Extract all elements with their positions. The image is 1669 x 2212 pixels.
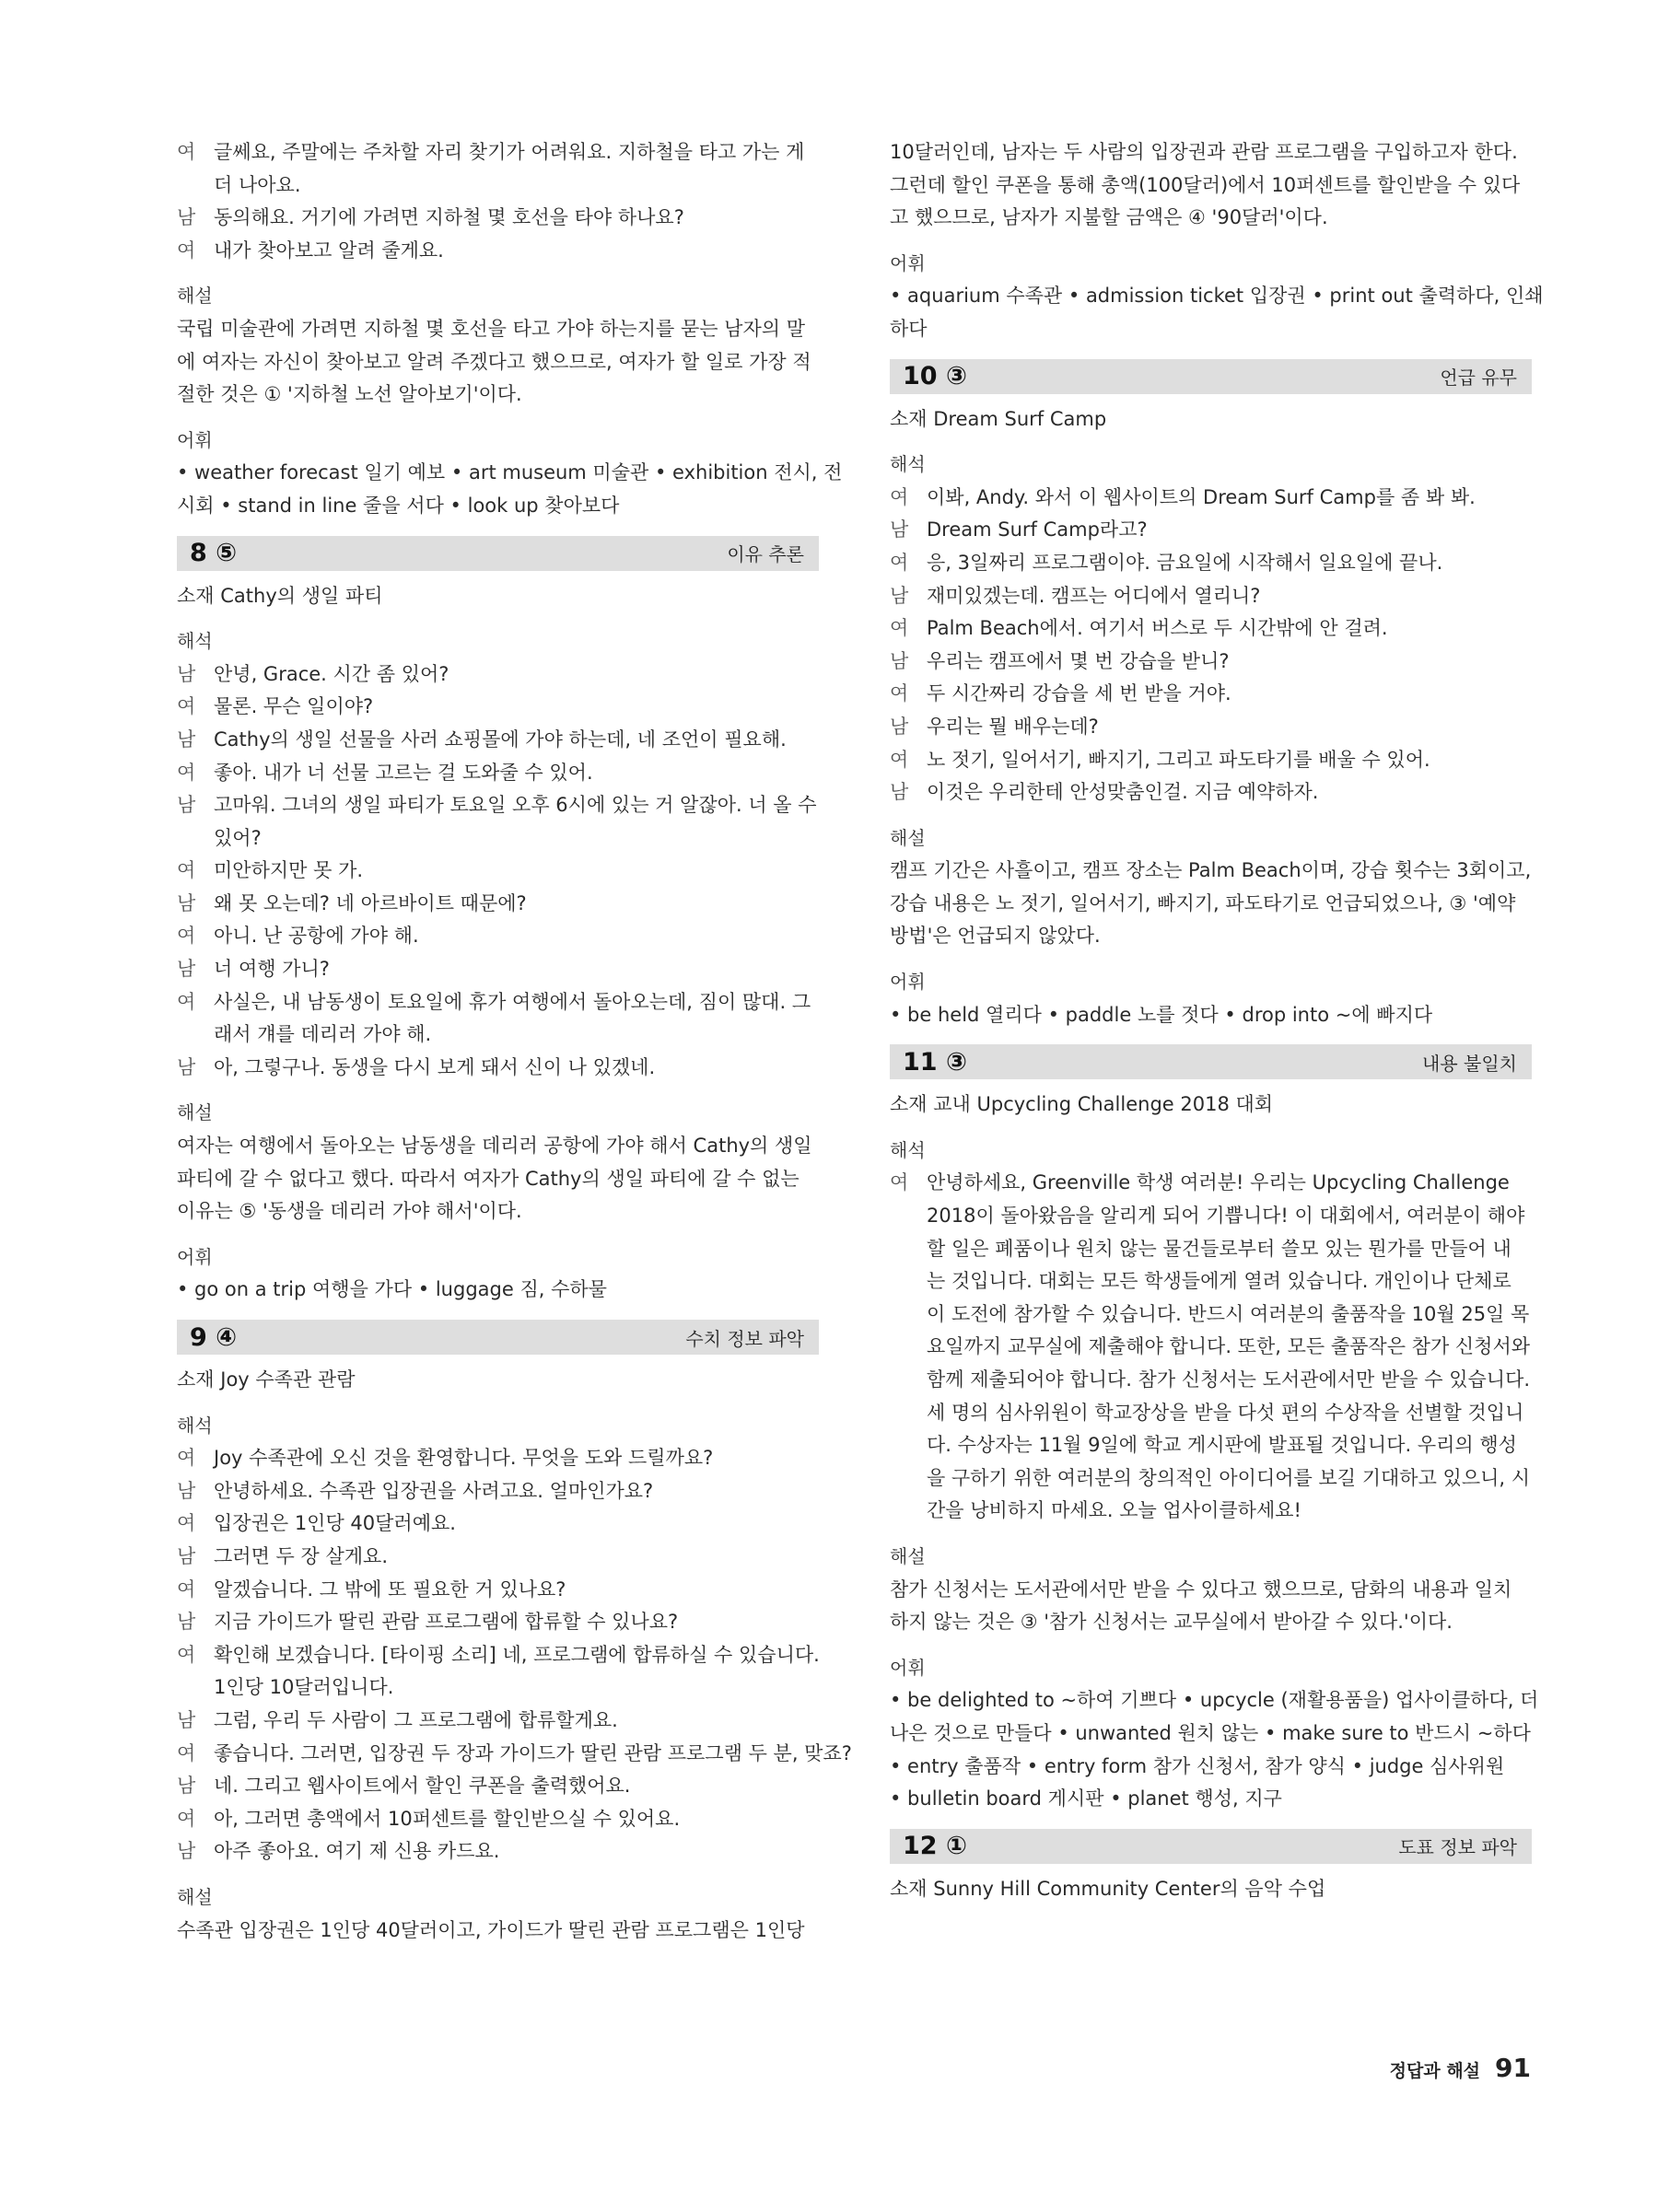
dialog-line bbox=[890, 1200, 1532, 1233]
dialog-line bbox=[890, 646, 1532, 679]
dialog-line bbox=[890, 744, 1532, 777]
dialog-text: 을 구하기 위한 여러분의 창의적인 아이디어를 보길 기대하고 있으니, 시 bbox=[927, 1466, 1531, 1489]
page-number: 91 bbox=[1495, 2053, 1531, 2083]
dialog-text: 안녕하세요. 수족관 입장권을 사려고요. 얼마인가요? bbox=[214, 1479, 654, 1502]
q11-explanation-heading: 해설 bbox=[890, 1544, 926, 1567]
dialog-line bbox=[177, 136, 819, 169]
speaker-label: 남 bbox=[890, 715, 909, 738]
dialog-text: 우리는 뭘 배우는데? bbox=[927, 715, 1099, 738]
speaker-label: 남 bbox=[177, 1479, 196, 1502]
explanation-line: 10달러인데, 남자는 두 사람의 입장권과 관람 프로그램을 구입하고자 한다. bbox=[890, 141, 1518, 163]
q10-number: 10 ③ bbox=[903, 362, 967, 391]
speaker-label: 남 bbox=[177, 1544, 196, 1567]
dialog-line bbox=[177, 235, 819, 268]
dialog-text: 있어? bbox=[214, 826, 262, 849]
q8-topic: 소재 Cathy의 생일 파티 bbox=[177, 584, 383, 607]
speaker-label bbox=[177, 169, 214, 203]
dialog-line bbox=[177, 1508, 819, 1541]
dialog-line bbox=[177, 1019, 819, 1052]
vocab-line: • weather forecast 일기 예보 • art museum 미술관 • exhibition 전시, 전 bbox=[177, 461, 843, 484]
dialog-text: 왜 못 오는데? 네 아르바이트 때문에? bbox=[214, 891, 527, 914]
speaker-label: 여 bbox=[890, 748, 909, 771]
dialog-line bbox=[890, 776, 1532, 809]
dialog-text: Joy 수족관에 오신 것을 환영합니다. 무엇을 도와 드릴까요? bbox=[214, 1447, 714, 1470]
dialog-line bbox=[177, 1574, 819, 1607]
speaker-label bbox=[177, 822, 214, 856]
speaker-label: 남 bbox=[177, 728, 196, 751]
section-header-q9 bbox=[177, 1320, 819, 1355]
dialog-text: 물론. 무슨 일이야? bbox=[214, 695, 374, 718]
q11-monologue bbox=[890, 1167, 1532, 1528]
explanation-line: 파티에 갈 수 없다고 했다. 따라서 여자가 Cathy의 생일 파티에 갈 수 없는 bbox=[177, 1167, 799, 1190]
speaker-label bbox=[890, 1495, 927, 1528]
dialog-text: 내가 찾아보고 알려 줄게요. bbox=[214, 239, 444, 262]
q10-translation-heading: 해석 bbox=[890, 453, 926, 476]
speaker-label: 여 bbox=[890, 485, 909, 508]
dialog-text: 글쎄요, 주말에는 주차할 자리 찾기가 어려워요. 지하철을 타고 가는 게 bbox=[214, 141, 805, 163]
explanation-line: 방법'은 언급되지 않았다. bbox=[890, 925, 1101, 948]
dialog-text: 두 시간짜리 강습을 세 번 받을 거야. bbox=[927, 682, 1231, 705]
speaker-label: 여 bbox=[177, 859, 196, 882]
dialog-line bbox=[177, 789, 819, 822]
dialog-text: 이봐, Andy. 와서 이 웹사이트의 Dream Surf Camp를 좀 봐 봐. bbox=[927, 485, 1476, 508]
dialog-text: 더 나아요. bbox=[214, 173, 301, 196]
vocab-line: • go on a trip 여행을 가다 • luggage 짐, 수하물 bbox=[177, 1278, 607, 1301]
dialog-text: 간을 낭비하지 마세요. 오늘 업사이클하세요! bbox=[927, 1499, 1301, 1522]
dialog-line bbox=[890, 580, 1532, 613]
dialog-line bbox=[177, 920, 819, 953]
speaker-label: 여 bbox=[177, 1447, 196, 1470]
page-footer bbox=[1390, 2053, 1531, 2083]
explanation-line: 절한 것은 ① '지하철 노선 알아보기'이다. bbox=[177, 383, 522, 406]
vocab-line: • entry 출품작 • entry form 참가 신청서, 참가 양식 • judge 심사위원 bbox=[890, 1754, 1505, 1777]
q12-number: 12 ① bbox=[903, 1832, 967, 1861]
dialog-text: 좋습니다. 그러면, 입장권 두 장과 가이드가 딸린 관람 프로그램 두 분, 맞죠? bbox=[214, 1741, 852, 1764]
explanation-line: 에 여자는 자신이 찾아보고 알려 주겠다고 했으므로, 여자가 할 일로 가장 적 bbox=[177, 350, 811, 373]
q9-vocab bbox=[890, 280, 1544, 345]
speaker-label: 남 bbox=[177, 1611, 196, 1634]
speaker-label: 남 bbox=[890, 649, 909, 672]
dialog-text: Cathy의 생일 선물을 사러 쇼핑몰에 가야 하는데, 네 조언이 필요해. bbox=[214, 728, 787, 751]
section-header-q10 bbox=[890, 359, 1532, 394]
speaker-label: 여 bbox=[177, 1512, 196, 1535]
dialog-text: 래서 걔를 데리러 가야 해. bbox=[214, 1023, 432, 1046]
speaker-label bbox=[177, 1671, 214, 1705]
speaker-label: 남 bbox=[177, 206, 196, 229]
speaker-label: 남 bbox=[177, 1775, 196, 1798]
dialog-text: 재미있겠는데. 캠프는 어디에서 열리니? bbox=[927, 584, 1261, 607]
dialog-line bbox=[890, 1495, 1532, 1528]
dialog-text: 세 명의 심사위원이 학교장상을 받을 다섯 편의 수상작을 선별할 것입니 bbox=[927, 1401, 1524, 1424]
section-header-q11 bbox=[890, 1044, 1532, 1079]
dialog-line bbox=[177, 757, 819, 790]
dialog-line bbox=[890, 547, 1532, 580]
vocab-line: 하다 bbox=[890, 317, 928, 340]
speaker-label: 여 bbox=[177, 990, 196, 1013]
dialog-text: 2018이 돌아왔음을 알리게 되어 기쁩니다! 이 대회에서, 여러분이 해야 bbox=[927, 1205, 1525, 1228]
q11-translation-heading: 해석 bbox=[890, 1138, 926, 1161]
q8-vocab-heading: 어휘 bbox=[177, 1245, 213, 1268]
speaker-label: 여 bbox=[177, 1643, 196, 1666]
dialog-text: 응, 3일짜리 프로그램이야. 금요일에 시작해서 일요일에 끝나. bbox=[927, 551, 1443, 574]
speaker-label: 여 bbox=[890, 617, 909, 640]
speaker-label: 남 bbox=[890, 518, 909, 541]
dialog-line bbox=[177, 953, 819, 986]
q8-number: 8 ⑤ bbox=[190, 539, 238, 568]
speaker-label: 여 bbox=[177, 925, 196, 948]
explanation-line: 여자는 여행에서 돌아오는 남동생을 데리러 공항에 가야 해서 Cathy의 생일 bbox=[177, 1135, 812, 1158]
speaker-label: 남 bbox=[177, 1840, 196, 1863]
speaker-label: 여 bbox=[177, 141, 196, 163]
dialog-text: 아, 그렇구나. 동생을 다시 보게 돼서 신이 나 있겠네. bbox=[214, 1055, 656, 1078]
q9-topic: 소재 Joy 수족관 관람 bbox=[177, 1368, 356, 1391]
q9-vocab-heading: 어휘 bbox=[890, 251, 926, 274]
dialog-line bbox=[177, 1606, 819, 1639]
q8-vocab bbox=[177, 1274, 819, 1307]
q11-explanation bbox=[890, 1574, 1532, 1639]
speaker-label: 여 bbox=[177, 1578, 196, 1601]
vocab-line: • aquarium 수족관 • admission ticket 입장권 • print out 출력하다, 인쇄 bbox=[890, 285, 1544, 308]
dialog-text: 그럼, 우리 두 사람이 그 프로그램에 합류할게요. bbox=[214, 1708, 618, 1731]
dialog-line bbox=[890, 1429, 1532, 1462]
dialog-line bbox=[177, 1803, 819, 1836]
speaker-label: 여 bbox=[177, 1741, 196, 1764]
dialog-line bbox=[177, 1052, 819, 1085]
q11-topic: 소재 교내 Upcycling Challenge 2018 대회 bbox=[890, 1093, 1274, 1116]
q8-explanation bbox=[177, 1130, 819, 1228]
dialog-line bbox=[177, 1671, 819, 1705]
q8-explanation-heading: 해설 bbox=[177, 1101, 213, 1124]
vocab-line: • be delighted to ~하여 기쁘다 • upcycle (재활용품을) 업사이클하다, 더 bbox=[890, 1689, 1539, 1712]
q9-number: 9 ④ bbox=[190, 1322, 238, 1352]
dialog-line bbox=[890, 1364, 1532, 1397]
q10-topic: 소재 Dream Surf Camp bbox=[890, 407, 1107, 430]
section-header-q12 bbox=[890, 1829, 1532, 1864]
q9-dialog bbox=[177, 1442, 852, 1869]
dialog-text: 함께 제출되어야 합니다. 참가 신청서는 도서관에서만 받을 수 있습니다. bbox=[927, 1368, 1531, 1391]
dialog-text: 입장권은 1인당 40달러예요. bbox=[214, 1512, 456, 1535]
dialog-text: 너 여행 가니? bbox=[214, 958, 330, 981]
dialog-text: 안녕하세요, Greenville 학생 여러분! 우리는 Upcycling Challenge bbox=[927, 1171, 1510, 1194]
vocab-line: 시회 • stand in line 줄을 서다 • look up 찾아보다 bbox=[177, 494, 620, 517]
q8-tag: 이유 추론 bbox=[727, 543, 804, 566]
dialog-line bbox=[890, 1233, 1532, 1266]
speaker-label: 여 bbox=[177, 695, 196, 718]
dialog-text: 고마워. 그녀의 생일 파티가 토요일 오후 6시에 있는 거 알잖아. 너 올 수 bbox=[214, 794, 817, 817]
vocab-top bbox=[177, 457, 843, 522]
dialog-text: 확인해 보겠습니다. [타이핑 소리] 네, 프로그램에 합류하실 수 있습니다. bbox=[214, 1643, 820, 1666]
q9-tag: 수치 정보 파악 bbox=[685, 1327, 804, 1350]
dialog-text: Palm Beach에서. 여기서 버스로 두 시간밖에 안 걸려. bbox=[927, 617, 1388, 640]
q11-vocab-heading: 어휘 bbox=[890, 1656, 926, 1679]
speaker-label: 남 bbox=[177, 891, 196, 914]
explanation-line: 참가 신청서는 도서관에서만 받을 수 있다고 했으므로, 담화의 내용과 일치 bbox=[890, 1578, 1512, 1601]
footer-title: 정답과 해설 bbox=[1389, 2061, 1481, 2081]
q11-tag: 내용 불일치 bbox=[1422, 1052, 1517, 1075]
q11-vocab bbox=[890, 1684, 1539, 1815]
vocab-line: • bulletin board 게시판 • planet 행성, 지구 bbox=[890, 1787, 1282, 1810]
dialog-line bbox=[890, 1298, 1532, 1332]
speaker-label bbox=[890, 1331, 927, 1364]
dialog-text: 1인당 10달러입니다. bbox=[214, 1676, 394, 1699]
vocab-heading: 어휘 bbox=[177, 428, 213, 451]
dialog-line bbox=[890, 1265, 1532, 1298]
dialog-line bbox=[177, 658, 819, 692]
dialog-line bbox=[890, 1397, 1532, 1430]
explanation-line: 캠프 기간은 사흘이고, 캠프 장소는 Palm Beach이며, 강습 횟수는 3회이고, bbox=[890, 859, 1532, 882]
dialog-line bbox=[177, 1541, 819, 1574]
explanation-line: 하지 않는 것은 ③ '참가 신청서는 교무실에서 받아갈 수 있다.'이다. bbox=[890, 1611, 1453, 1634]
right-column bbox=[890, 136, 1544, 1905]
speaker-label: 남 bbox=[177, 794, 196, 817]
q8-translation-heading: 해석 bbox=[177, 630, 213, 653]
dialog-line bbox=[177, 724, 819, 757]
q12-topic: 소재 Sunny Hill Community Center의 음악 수업 bbox=[890, 1877, 1326, 1900]
dialog-line bbox=[177, 1639, 819, 1672]
dialog-line bbox=[890, 1167, 1532, 1200]
speaker-label bbox=[890, 1364, 927, 1397]
speaker-label bbox=[890, 1200, 927, 1233]
dialog-line bbox=[177, 855, 819, 888]
q9-explanation-heading: 해설 bbox=[177, 1885, 213, 1908]
dialog-text: 이 도전에 참가할 수 있습니다. 반드시 여러분의 출품작을 10월 25일 목 bbox=[927, 1302, 1530, 1325]
dialog-text: 네. 그리고 웹사이트에서 할인 쿠폰을 출력했어요. bbox=[214, 1775, 631, 1798]
dialog-line bbox=[890, 1331, 1532, 1364]
q10-explanation bbox=[890, 855, 1532, 953]
explanation-line: 이유는 ⑤ '동생을 데리러 가야 해서'이다. bbox=[177, 1200, 522, 1223]
dialog-line bbox=[177, 202, 819, 235]
dialog-line bbox=[177, 1442, 819, 1475]
speaker-label: 여 bbox=[177, 239, 196, 262]
speaker-label bbox=[890, 1462, 927, 1496]
q9-explanation bbox=[177, 1915, 819, 1948]
speaker-label: 남 bbox=[890, 781, 909, 804]
dialog-text: 아, 그러면 총액에서 10퍼센트를 할인받으실 수 있어요. bbox=[214, 1807, 681, 1830]
speaker-label: 여 bbox=[890, 1171, 909, 1194]
dialog-line bbox=[177, 822, 819, 856]
section-header-q8 bbox=[177, 536, 819, 571]
dialog-line bbox=[890, 678, 1532, 711]
speaker-label: 여 bbox=[177, 761, 196, 784]
dialog-line bbox=[890, 514, 1532, 547]
dialog-line bbox=[177, 1475, 819, 1508]
explanation-line: 강습 내용은 노 젓기, 일어서기, 빠지기, 파도타기로 언급되었으나, ③ '예약 bbox=[890, 891, 1516, 914]
speaker-label: 여 bbox=[890, 551, 909, 574]
speaker-label: 남 bbox=[177, 1055, 196, 1078]
explanation-line: 국립 미술관에 가려면 지하철 몇 호선을 타고 가야 하는지를 묻는 남자의 말 bbox=[177, 317, 806, 340]
vocab-line: • be held 열리다 • paddle 노를 젓다 • drop into ~에 빠지다 bbox=[890, 1003, 1433, 1026]
dialog-text: 는 것입니다. 대회는 모든 학생들에게 열려 있습니다. 개인이나 단체로 bbox=[927, 1270, 1511, 1293]
q10-tag: 언급 유무 bbox=[1440, 367, 1517, 390]
q9-explanation-continued bbox=[890, 136, 1532, 235]
dialog-text: 노 젓기, 일어서기, 빠지기, 그리고 파도타기를 배울 수 있어. bbox=[927, 748, 1430, 771]
dialog-text: 알겠습니다. 그 밖에 또 필요한 거 있나요? bbox=[214, 1578, 566, 1601]
dialog-line bbox=[177, 169, 819, 203]
q12-tag: 도표 정보 파악 bbox=[1398, 1836, 1517, 1859]
dialog-text: 이것은 우리한테 안성맞춤인걸. 지금 예약하자. bbox=[927, 781, 1319, 804]
q9-translation-heading: 해석 bbox=[177, 1414, 213, 1437]
dialog-line bbox=[890, 612, 1532, 646]
explanation-line: 그런데 할인 쿠폰을 통해 총액(100달러)에서 10퍼센트를 할인받을 수 있다 bbox=[890, 173, 1521, 196]
dialog-text: 좋아. 내가 너 선물 고르는 걸 도와줄 수 있어. bbox=[214, 761, 593, 784]
speaker-label: 남 bbox=[177, 1708, 196, 1731]
explanation-heading: 해설 bbox=[177, 285, 213, 308]
dialog-text: 지금 가이드가 딸린 관람 프로그램에 합류할 수 있나요? bbox=[214, 1611, 679, 1634]
speaker-label bbox=[890, 1265, 927, 1298]
dialog-text: Dream Surf Camp라고? bbox=[927, 518, 1148, 541]
dialog-line bbox=[890, 1462, 1532, 1496]
dialog-text: 할 일은 폐품이나 원치 않는 물건들로부터 쓸모 있는 뭔가를 만들어 내 bbox=[927, 1237, 1511, 1260]
q10-vocab bbox=[890, 999, 1532, 1032]
dialog-line bbox=[177, 1835, 819, 1869]
dialog-line bbox=[177, 691, 819, 724]
q8-dialog bbox=[177, 658, 819, 1085]
dialog-text: 사실은, 내 남동생이 토요일에 휴가 여행에서 돌아오는데, 짐이 많대. 그 bbox=[214, 990, 811, 1013]
dialog-text: 다. 수상자는 11월 9일에 학교 게시판에 발표될 것입니다. 우리의 행성 bbox=[927, 1434, 1517, 1457]
dialog-text: 안녕, Grace. 시간 좀 있어? bbox=[214, 662, 449, 685]
q10-dialog bbox=[890, 482, 1532, 809]
dialog-line bbox=[890, 711, 1532, 744]
explanation-top bbox=[177, 313, 819, 412]
speaker-label: 남 bbox=[177, 958, 196, 981]
dialog-text: 우리는 캠프에서 몇 번 강습을 받니? bbox=[927, 649, 1230, 672]
q10-vocab-heading: 어휘 bbox=[890, 971, 926, 994]
speaker-label bbox=[890, 1298, 927, 1332]
speaker-label bbox=[890, 1429, 927, 1462]
dialog-line bbox=[177, 1705, 819, 1738]
explanation-line: 고 했으므로, 남자가 지불할 금액은 ④ '90달러'이다. bbox=[890, 206, 1328, 229]
speaker-label bbox=[890, 1397, 927, 1430]
dialog-line bbox=[177, 888, 819, 921]
q11-number: 11 ③ bbox=[903, 1047, 967, 1077]
left-column bbox=[177, 136, 852, 1947]
speaker-label: 여 bbox=[177, 1807, 196, 1830]
dialog-line bbox=[177, 986, 819, 1019]
dialog-text: 아니. 난 공항에 가야 해. bbox=[214, 925, 419, 948]
speaker-label: 남 bbox=[890, 584, 909, 607]
dialog-line bbox=[177, 1770, 819, 1803]
dialog-text: 그러면 두 장 살게요. bbox=[214, 1544, 388, 1567]
vocab-line: 나은 것으로 만들다 • unwanted 원치 않는 • make sure to 반드시 ~하다 bbox=[890, 1721, 1531, 1744]
speaker-label bbox=[890, 1233, 927, 1266]
speaker-label: 남 bbox=[177, 662, 196, 685]
dialog-text: 아주 좋아요. 여기 제 신용 카드요. bbox=[214, 1840, 500, 1863]
dialog-line bbox=[890, 482, 1532, 515]
speaker-label: 여 bbox=[890, 682, 909, 705]
dialog-line bbox=[177, 1738, 852, 1771]
q10-explanation-heading: 해설 bbox=[890, 826, 926, 849]
speaker-label bbox=[177, 1019, 214, 1052]
dialog-top bbox=[177, 136, 819, 267]
dialog-text: 요일까지 교무실에 제출해야 합니다. 또한, 모든 출품작은 참가 신청서와 bbox=[927, 1335, 1531, 1358]
dialog-text: 동의해요. 거기에 가려면 지하철 몇 호선을 타야 하나요? bbox=[214, 206, 684, 229]
dialog-text: 미안하지만 못 가. bbox=[214, 859, 364, 882]
explanation-line: 수족관 입장권은 1인당 40달러이고, 가이드가 딸린 관람 프로그램은 1인당 bbox=[177, 1918, 805, 1941]
